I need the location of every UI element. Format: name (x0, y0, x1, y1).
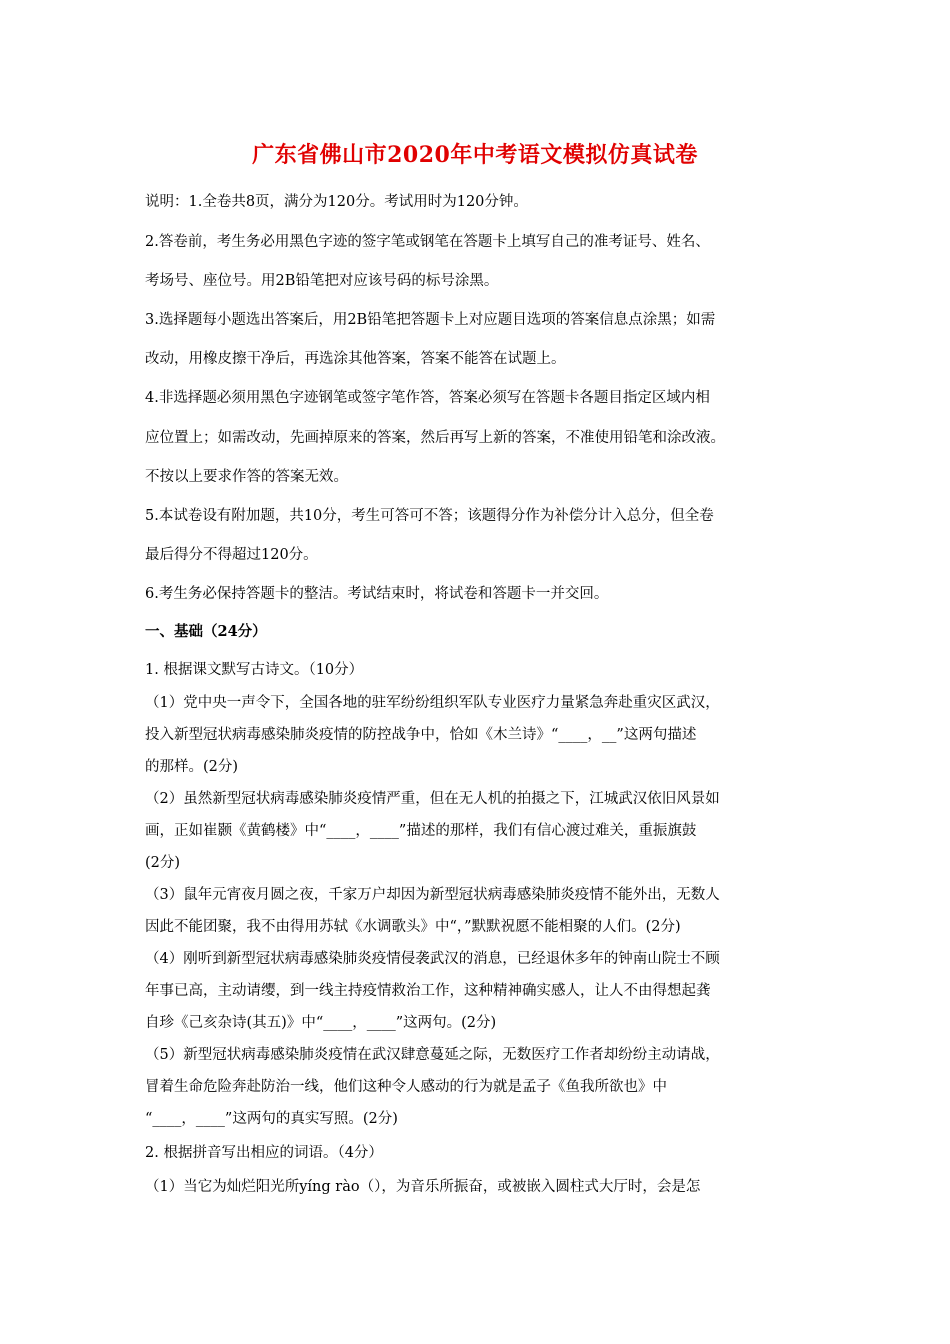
question-line: 冒着生命危险奔赴防治一线，他们这种令人感动的行为就是孟子《鱼我所欲也》中 (145, 1079, 667, 1095)
question-line: 因此不能团聚，我不由得用苏轼《水调歌头》中“，”默默祝愿不能相聚的人们。(2分) (145, 919, 681, 935)
question-line: （4）刚听到新型冠状病毒感染肺炎疫情侵袭武汉的消息，已经退休多年的钟南山院士不顾 (145, 951, 720, 967)
question-line: “____，____”这两句的真实写照。(2分) (145, 1111, 398, 1127)
instruction-line: 4.非选择题必须用黑色字迹钢笔或签字笔作答，答案必须写在答题卡各题目指定区域内相 (145, 390, 710, 406)
instruction-line: 应位置上；如需改动，先画掉原来的答案，然后再写上新的答案，不准使用铅笔和涂改液。 (145, 430, 725, 446)
instruction-line: 6.考生务必保持答题卡的整洁。考试结束时，将试卷和答题卡一并交回。 (145, 586, 609, 602)
question-line: 画，正如崔颢《黄鹤楼》中“____，____”描述的那样，我们有信心渡过难关，重振旗鼓 (145, 823, 697, 839)
instruction-line: 说明：1.全卷共8页，满分为120分。考试用时为120分钟。 (145, 194, 528, 210)
exam-title: 广东省佛山市2020年中考语文模拟仿真试卷 (252, 142, 698, 168)
question-line: （2）虽然新型冠状病毒感染肺炎疫情严重，但在无人机的拍摄之下，江城武汉依旧风景如 (145, 791, 720, 807)
question-line: 自珍《己亥杂诗(其五)》中“____，____”这两句。(2分) (145, 1015, 497, 1031)
instruction-line: 改动，用橡皮擦干净后，再选涂其他答案，答案不能答在试题上。 (145, 351, 566, 367)
question-line: （3）鼠年元宵夜月圆之夜，千家万户却因为新型冠状病毒感染肺炎疫情不能外出，无数人 (145, 887, 720, 903)
question-line: （1）当它为灿烂阳光所yíng rào（），为音乐所振奋，或被嵌入圆柱式大厅时，会是怎 (145, 1179, 701, 1195)
question-heading: 2. 根据拼音写出相应的词语。（4分） (145, 1145, 383, 1161)
question-line: （5）新型冠状病毒感染肺炎疫情在武汉肆意蔓延之际，无数医疗工作者却纷纷主动请战， (145, 1047, 720, 1063)
instruction-line: 最后得分不得超过120分。 (145, 547, 318, 563)
question-heading: 1. 根据课文默写古诗文。（10分） (145, 662, 364, 678)
question-line: （1）党中央一声令下，全国各地的驻军纷纷组织军队专业医疗力量紧急奔赴重灾区武汉， (145, 695, 720, 711)
instruction-line: 考场号、座位号。用2B铅笔把对应该号码的标号涂黑。 (145, 273, 499, 289)
instruction-line: 2.答卷前，考生务必用黑色字迹的签字笔或钢笔在答题卡上填写自己的准考证号、姓名、 (145, 234, 710, 250)
question-line: 的那样。(2分) (145, 759, 239, 775)
instruction-line: 不按以上要求作答的答案无效。 (145, 469, 348, 485)
section-heading: 一、基础（24分） (145, 623, 267, 640)
instruction-line: 5.本试卷设有附加题，共10分，考生可答可不答；该题得分作为补偿分计入总分，但全卷 (145, 508, 714, 524)
question-line: (2分) (145, 855, 181, 871)
instruction-line: 3.选择题每小题选出答案后，用2B铅笔把答题卡上对应题目选项的答案信息点涂黑；如需 (145, 312, 716, 328)
question-line: 年事已高，主动请缨，到一线主持疫情救治工作，这种精神确实感人，让人不由得想起龚 (145, 983, 711, 999)
question-line: 投入新型冠状病毒感染肺炎疫情的防控战争中，恰如《木兰诗》“____，__”这两句描述 (145, 727, 697, 743)
